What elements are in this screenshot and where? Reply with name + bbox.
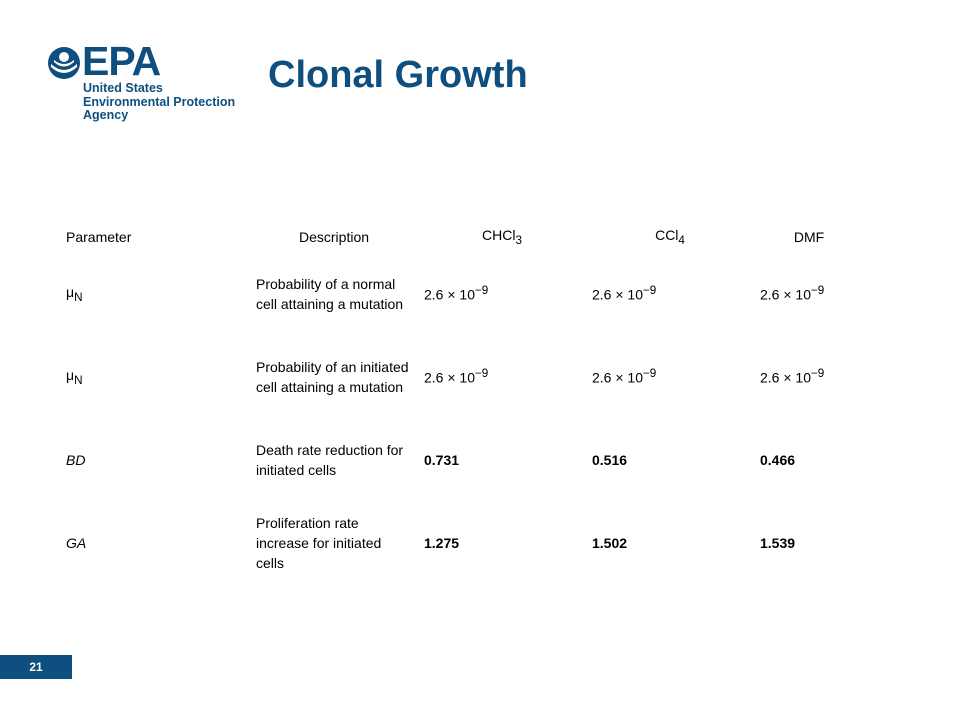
cell-ccl4: $2.6 \times 10^{-9}$ xyxy=(592,367,657,386)
cell-description: Death rate reduction for initiated cells xyxy=(256,441,404,478)
cell-description: Probability of a normal cell attaining a mutation xyxy=(256,275,404,312)
cell-chcl3: $2.6 \times 10^{-9}$ xyxy=(424,367,489,386)
table-header-row xyxy=(60,222,864,252)
cell-description: Proliferation rate increase for initiated cells xyxy=(256,514,382,571)
cell-parameter: GA xyxy=(66,534,87,551)
cell-chcl3: $2.6 \times 10^{-9}$ xyxy=(424,284,489,303)
slide-title: Clonal Growth xyxy=(268,54,528,96)
cell-chcl3: 1.275 xyxy=(424,534,460,551)
epa-flower-icon xyxy=(47,46,81,80)
header-description: Description xyxy=(298,229,370,245)
header-dmf: DMF xyxy=(793,229,825,245)
cell-ccl4: 1.502 xyxy=(592,534,628,551)
cell-description: Probability of an initiated cell attaining a mutation xyxy=(256,358,409,395)
parameter-table xyxy=(60,222,864,584)
page-number-badge: 21 xyxy=(0,655,72,679)
table-row xyxy=(60,501,864,584)
cell-parameter: $\mu_N$ xyxy=(66,283,83,304)
table-row xyxy=(60,418,864,501)
cell-dmf: $2.6 \times 10^{-9}$ xyxy=(760,367,825,386)
cell-parameter: $\mu_N$ xyxy=(66,366,83,387)
cell-dmf: 0.466 xyxy=(760,451,796,468)
header-ccl4: CCl$_4$ xyxy=(655,227,685,247)
cell-ccl4: 0.516 xyxy=(592,451,628,468)
epa-logo xyxy=(47,38,237,124)
cell-dmf: $2.6 \times 10^{-9}$ xyxy=(760,284,825,303)
cell-dmf: 1.539 xyxy=(760,534,796,551)
table-row xyxy=(60,335,864,418)
cell-ccl4: $2.6 \times 10^{-9}$ xyxy=(592,284,657,303)
epa-wordmark: EPA xyxy=(82,38,161,84)
header-parameter: Parameter xyxy=(66,229,132,245)
cell-parameter: BD xyxy=(66,451,86,468)
epa-agency-name: United States Environmental Protection Agency xyxy=(83,81,236,122)
table-row xyxy=(60,252,864,335)
cell-chcl3: 0.731 xyxy=(424,451,460,468)
header-chcl3: CHCl$_3$ xyxy=(482,227,522,247)
